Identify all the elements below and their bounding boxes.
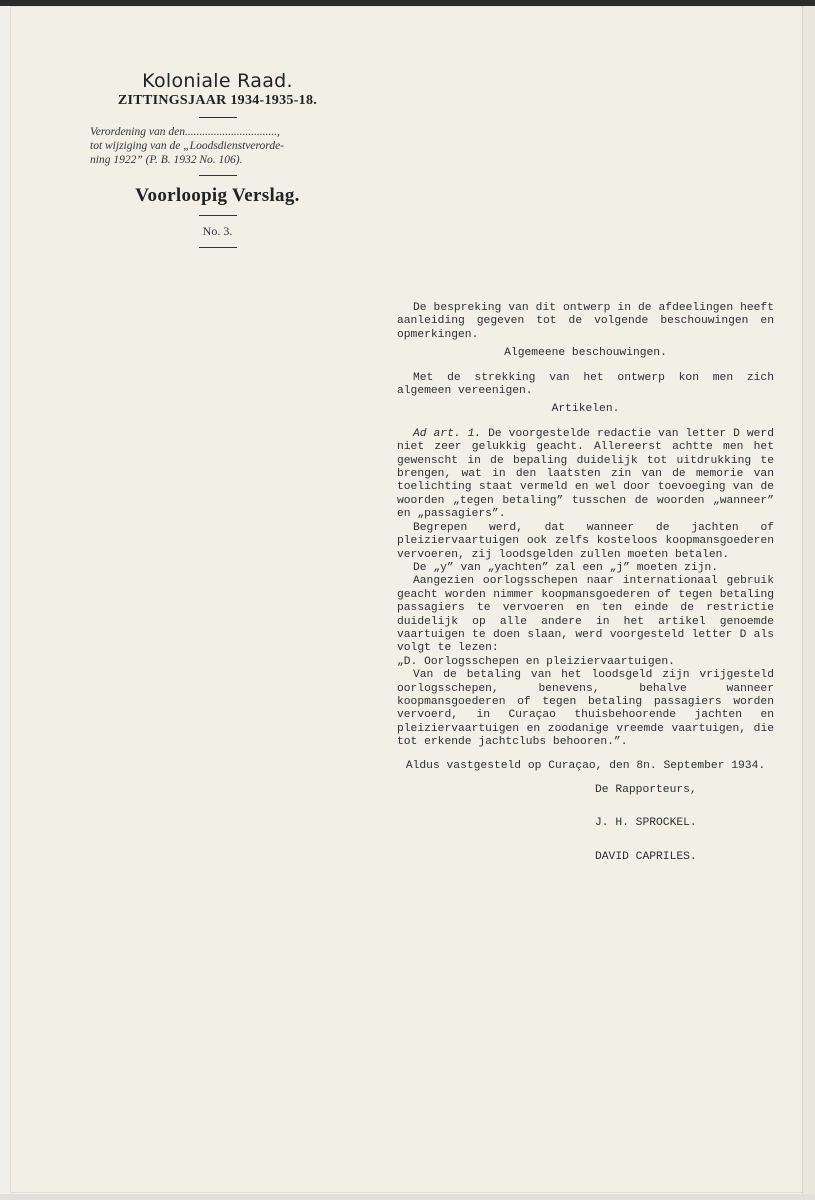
- report-title: Voorloopig Verslag.: [135, 185, 300, 206]
- paragraph: Aangezien oorlogsschepen naar internationaal gebruik geacht worden nimmer koopmansgoederen of tegen betaling passagiers te vervoeren en ten einde de restrictie duidelijk op alle andere in het artikel genoemde vaartuigen te doen slaan, werd voorgesteld letter D als volgt te lezen:: [397, 575, 774, 655]
- rapporteurs-label: De Rapporteurs,: [595, 784, 697, 796]
- report-number: No. 3.: [202, 224, 233, 238]
- ordinance-line: tot wijziging van de „Loodsdienstverorde-: [90, 140, 285, 152]
- session-year: ZITTINGSJAAR 1934-1935-18.: [117, 93, 318, 108]
- signatory-name: DAVID CAPRILES.: [595, 850, 697, 863]
- section-heading-general: Algemeene beschouwingen.: [504, 347, 667, 360]
- article-1-paragraph: [397, 428, 774, 522]
- header-rule: [199, 117, 237, 118]
- report-body: [397, 302, 774, 864]
- article-1-label: Ad art. 1.: [413, 427, 482, 440]
- proposed-letter-d: „D. Oorlogsschepen en pleiziervaartuigen.: [397, 655, 675, 668]
- header-rule: [199, 215, 237, 216]
- document-header: [80, 70, 355, 248]
- paragraph: De „y” van „yachten” zal een „j” moeten zijn.: [413, 561, 719, 574]
- header-rule: [199, 247, 237, 248]
- paragraph: Van de betaling van het loodsgeld zijn vrijgesteld oorlogsschepen, benevens, behalve wanneer koopmansgoederen of tegen betaling passagiers worden vervoerd, in Curaçao thuisbehoorende jachten en pleiziervaartuigen en zoodanige vreemde vaartuigen, die tot erkende jachtclubs behooren.”.: [397, 669, 774, 749]
- section-heading-articles: Artikelen.: [551, 403, 620, 416]
- page-edge-right: [802, 6, 815, 1200]
- general-paragraph: Met de strekking van het ontwerp kon men zich algemeen vereenigen.: [397, 371, 774, 398]
- signatory-name: J. H. SPROCKEL.: [595, 817, 697, 830]
- signature-block: [397, 784, 774, 864]
- closing-line: Aldus vastgesteld op Curaçao, den 8n. September 1934.: [405, 759, 766, 772]
- intro-paragraph: De bespreking van dit ontwerp in de afdeelingen heeft aanleiding gegeven tot de volgende beschouwingen en opmerkingen.: [397, 302, 774, 341]
- paragraph: Begrepen werd, dat wanneer de jachten of pleiziervaartuigen ook zelfs kosteloos koopmansgoederen vervoeren, zij loodsgelden zullen moeten betalen.: [397, 521, 774, 561]
- page-edge-bottom: [0, 1194, 815, 1200]
- council-name: Koloniale Raad.: [142, 70, 293, 92]
- ordinance-reference: [90, 125, 352, 167]
- article-1-text: De voorgestelde redactie van letter D werd niet zeer gelukkig geacht. Allereerst achtte men het gewenscht in de bepaling duidelijk tot uitdrukking te brengen, wat in den laatsten zin van de memorie van toelichting staat vermeld en wel door toevoeging van de woorden „tegen betaling” tusschen de woorden „wanneer” en „passagiers”.: [397, 427, 774, 521]
- spacer: [397, 750, 774, 760]
- ordinance-line: Verordening van den................................,: [90, 126, 280, 138]
- header-rule: [199, 175, 237, 176]
- ordinance-line: ning 1922” (P. B. 1932 No. 106).: [90, 154, 243, 166]
